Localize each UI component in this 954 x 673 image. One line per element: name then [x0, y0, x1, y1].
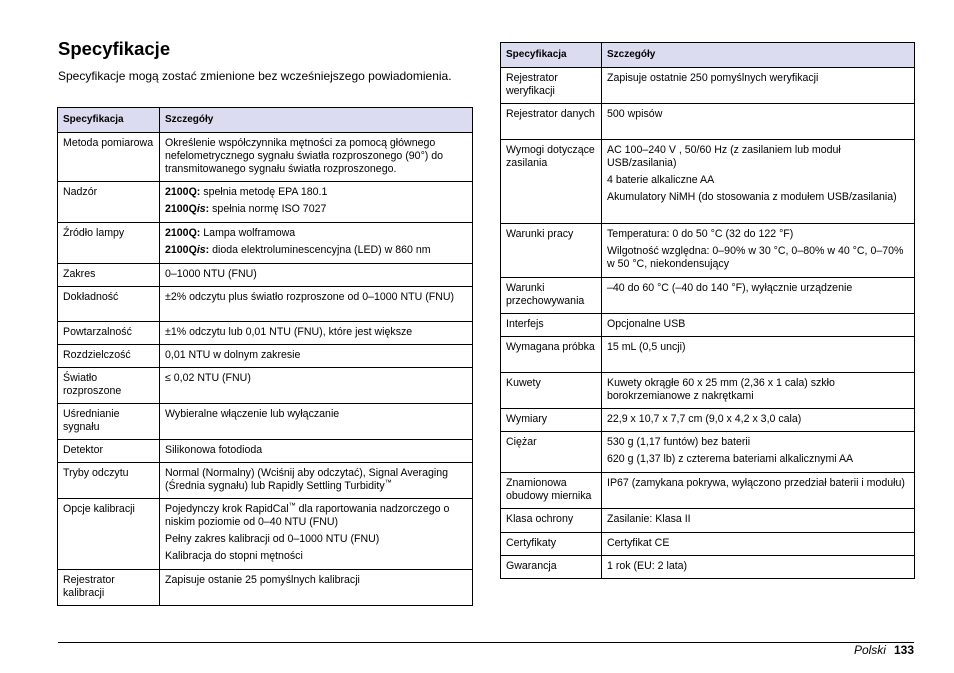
spec-name: Warunki pracy — [501, 224, 602, 278]
table-row — [501, 432, 915, 473]
spec-name: Opcje kalibracji — [58, 499, 160, 570]
spec-name: Rejestrator kalibracji — [58, 570, 160, 606]
spec-details — [602, 68, 915, 104]
detail-text: 0,01 NTU w dolnym zakresie — [165, 349, 301, 361]
detail-text: 2100Qis: spełnia normę ISO 7027 — [165, 203, 327, 215]
spec-name: Dokładność — [58, 287, 160, 322]
table-row — [58, 287, 473, 322]
detail-text: IP67 (zamykana pokrywa, wyłączono przedział baterii i modułu) — [607, 477, 905, 489]
spec-details — [602, 314, 915, 337]
table-row — [501, 373, 915, 409]
header-details: Szczegóły — [160, 108, 473, 133]
spec-name: Interfejs — [501, 314, 602, 337]
spec-name: Detektor — [58, 440, 160, 463]
spec-name: Uśrednianie sygnału — [58, 404, 160, 440]
spec-name: Klasa ochrony — [501, 509, 602, 533]
detail-text: 530 g (1,17 funtów) bez baterii — [607, 436, 751, 448]
spec-details — [602, 509, 915, 533]
detail-text: Kalibracja do stopni mętności — [165, 550, 303, 562]
spec-name: Rejestrator danych — [501, 104, 602, 140]
spec-name: Powtarzalność — [58, 322, 160, 345]
spec-details — [160, 264, 473, 287]
detail-text: Temperatura: 0 do 50 °C (32 do 122 °F) — [607, 228, 794, 240]
detail-text: Pojedynczy krok RapidCal™ dla raportowania nadzorczego o niskim poziomie od 0–40 NTU (FNU) — [165, 502, 450, 528]
spec-details — [602, 278, 915, 314]
detail-text: Opcjonalne USB — [607, 318, 686, 330]
detail-text: Akumulatory NiMH (do stosowania z modułem USB/zasilania) — [607, 191, 897, 203]
detail-text: 2100Q: Lampa wolframowa — [165, 227, 296, 239]
spec-details — [602, 104, 915, 140]
detail-text: Pełny zakres kalibracji od 0–1000 NTU (FNU) — [165, 533, 380, 545]
detail-text: ±2% odczytu plus światło rozproszone od 0–1000 NTU (FNU) — [165, 291, 455, 303]
detail-text: Zapisuje ostanie 25 pomyślnych kalibracji — [165, 574, 360, 586]
spec-name: Kuwety — [501, 373, 602, 409]
detail-text: Wilgotność względna: 0–90% w 30 °C, 0–80% w 40 °C, 0–70% w 50 °C, niekondensujący — [607, 245, 904, 270]
table-row — [58, 463, 473, 499]
table-row — [58, 182, 473, 223]
detail-text: AC 100–240 V , 50/60 Hz (z zasilaniem lub moduł USB/zasilania) — [607, 144, 841, 169]
spec-details — [160, 499, 473, 570]
detail-text: 15 mL (0,5 uncji) — [607, 341, 686, 353]
spec-name: Wymogi dotyczące zasilania — [501, 140, 602, 224]
table-row — [501, 140, 915, 224]
table-row — [501, 409, 915, 432]
spec-table-left — [57, 107, 473, 606]
table-row — [58, 570, 473, 606]
detail-text: Zapisuje ostatnie 250 pomyślnych weryfikacji — [607, 72, 819, 84]
page-footer — [854, 643, 914, 657]
detail-text: Kuwety okrągłe 60 x 25 mm (2,36 x 1 cala) szkło borokrzemianowe z nakrętkami — [607, 377, 835, 402]
spec-details — [602, 473, 915, 509]
detail-text: 2100Qis: dioda elektroluminescencyjna (LED) w 860 nm — [165, 244, 431, 256]
table-row — [501, 68, 915, 104]
spec-details — [160, 223, 473, 264]
detail-text: ±1% odczytu lub 0,01 NTU (FNU), które jest większe — [165, 326, 413, 338]
spec-details — [602, 224, 915, 278]
table-row — [501, 556, 915, 579]
page-title: Specyfikacje — [58, 38, 171, 59]
spec-details — [160, 345, 473, 368]
detail-text: 620 g (1,37 lb) z czterema bateriami alkalicznymi AA — [607, 453, 854, 465]
spec-details — [602, 409, 915, 432]
table-row — [58, 404, 473, 440]
detail-text: –40 do 60 °C (–40 do 140 °F), wyłącznie urządzenie — [607, 282, 853, 294]
spec-details — [160, 404, 473, 440]
spec-table-right — [500, 42, 915, 579]
table-row — [501, 224, 915, 278]
spec-name: Nadzór — [58, 182, 160, 223]
detail-text: 2100Q: spełnia metodę EPA 180.1 — [165, 186, 328, 198]
table-row — [501, 533, 915, 556]
spec-name: Rozdzielczość — [58, 345, 160, 368]
spec-details — [602, 432, 915, 473]
spec-name: Znamionowa obudowy miernika — [501, 473, 602, 509]
spec-details — [160, 287, 473, 322]
spec-details — [602, 373, 915, 409]
spec-details — [602, 140, 915, 224]
detail-text: Wybieralne włączenie lub wyłączanie — [165, 408, 340, 420]
intro-text: Specyfikacje mogą zostać zmienione bez wcześniejszego powiadomienia. — [58, 69, 452, 83]
table-row — [58, 223, 473, 264]
detail-text: 500 wpisów — [607, 108, 663, 120]
spec-details — [602, 556, 915, 579]
spec-details — [602, 337, 915, 373]
table-row — [58, 440, 473, 463]
table-row — [501, 104, 915, 140]
header-specification: Specyfikacja — [501, 43, 602, 68]
table-row — [58, 264, 473, 287]
table-row — [58, 345, 473, 368]
spec-name: Certyfikaty — [501, 533, 602, 556]
table-header-row — [501, 43, 915, 68]
spec-name: Światło rozproszone — [58, 368, 160, 404]
detail-text: Silikonowa fotodioda — [165, 444, 263, 456]
spec-details — [160, 463, 473, 499]
detail-text: 4 baterie alkaliczne AA — [607, 174, 715, 186]
spec-name: Metoda pomiarowa — [58, 133, 160, 182]
table-row — [58, 322, 473, 345]
spec-name: Rejestrator weryfikacji — [501, 68, 602, 104]
page-number: 133 — [893, 643, 914, 657]
spec-name: Ciężar — [501, 432, 602, 473]
spec-name: Wymiary — [501, 409, 602, 432]
table-row — [58, 499, 473, 570]
table-row — [58, 368, 473, 404]
header-details: Szczegóły — [602, 43, 915, 68]
table-row — [501, 314, 915, 337]
detail-text: Zasilanie: Klasa II — [607, 513, 691, 525]
table-header-row — [58, 108, 473, 133]
spec-name: Gwarancja — [501, 556, 602, 579]
spec-details — [160, 322, 473, 345]
detail-text: 0–1000 NTU (FNU) — [165, 268, 257, 280]
header-specification: Specyfikacja — [58, 108, 160, 133]
spec-details — [160, 368, 473, 404]
spec-name: Zakres — [58, 264, 160, 287]
spec-details — [160, 182, 473, 223]
table-row — [501, 337, 915, 373]
detail-text: 1 rok (EU: 2 lata) — [607, 560, 688, 572]
spec-name: Tryby odczytu — [58, 463, 160, 499]
spec-name: Wymagana próbka — [501, 337, 602, 373]
detail-text: ≤ 0,02 NTU (FNU) — [165, 372, 251, 384]
table-row — [501, 278, 915, 314]
table-row — [501, 473, 915, 509]
spec-details — [160, 440, 473, 463]
footer-divider — [58, 642, 914, 643]
spec-name: Warunki przechowywania — [501, 278, 602, 314]
table-row — [58, 133, 473, 182]
spec-name: Źródło lampy — [58, 223, 160, 264]
spec-details — [602, 533, 915, 556]
footer-language: Polski — [853, 643, 886, 657]
detail-text: Normal (Normalny) (Wciśnij aby odczytać), Signal Averaging (Średnia sygnału) lub Rapidly Settling Turbidity™ — [165, 467, 448, 492]
spec-details — [160, 133, 473, 182]
table-row — [501, 509, 915, 533]
detail-text: Określenie współczynnika mętności za pomocą głównego nefelometrycznego sygnału światła rozproszonego (90°) do transmitowanego sygnału światła rozproszonego. — [165, 137, 444, 175]
spec-details — [160, 570, 473, 606]
detail-text: Certyfikat CE — [607, 537, 670, 549]
detail-text: 22,9 x 10,7 x 7,7 cm (9,0 x 4,2 x 3,0 cala) — [607, 413, 802, 425]
